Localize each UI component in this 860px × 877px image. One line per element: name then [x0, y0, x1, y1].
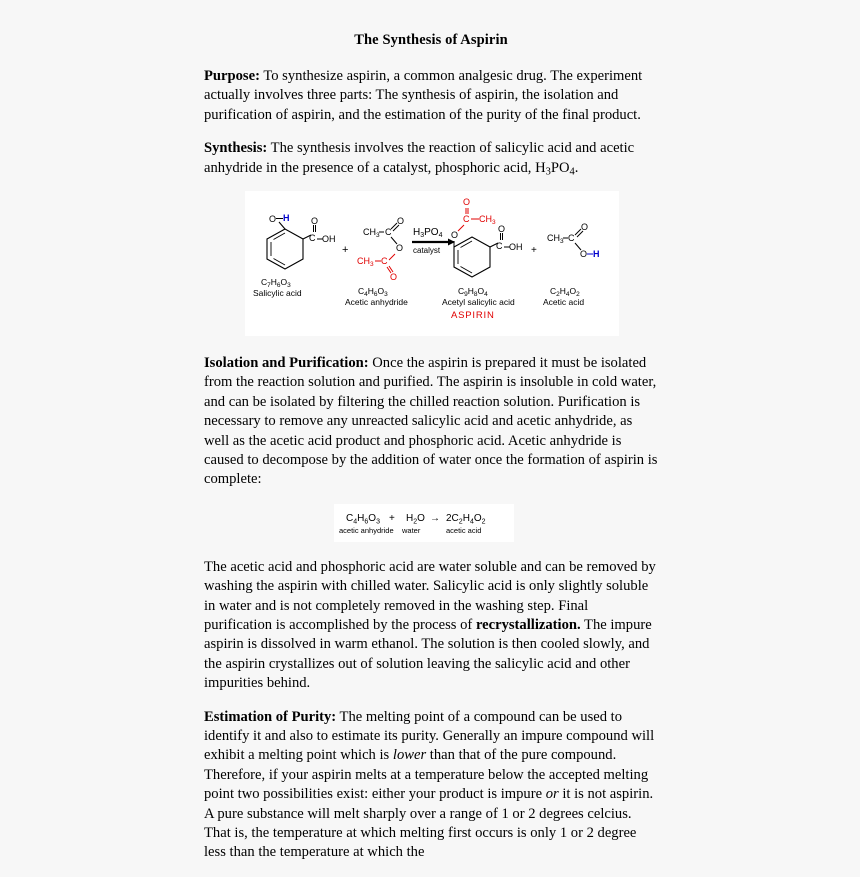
synthesis-lead-label: Synthesis:	[204, 140, 268, 157]
purpose-body-text: To synthesize aspirin, a common analgesic drug. The experiment actually involves three parts: The synthesis of aspirin, the isolation and purification of aspirin, and the estimation of the purity of the final product.	[204, 68, 643, 123]
decomposition-label-anhydride: acetic anhydride	[339, 525, 394, 535]
purity-italic-lower: lower	[392, 747, 427, 764]
salicylic-acid-structure	[253, 213, 336, 298]
acetic-acid-hydroxyl-oxygen: O	[580, 248, 588, 259]
aspirin-trade-name: ASPIRIN	[451, 309, 495, 321]
anhydride-oxygen-top: O	[397, 215, 405, 226]
salicylic-carboxyl-carbon: C	[309, 232, 316, 243]
reaction-scheme-figure	[245, 191, 619, 336]
catalyst-arrow	[412, 227, 455, 255]
acetic-anhydride-structure	[345, 216, 408, 307]
purity-text-part1: The melting point of a compound can be used to identify it and also to estimate its purity. Generally an impure compound will exhibit a melting point which is	[204, 708, 655, 764]
salicylic-formula: $C_7H_6O_3$	[261, 276, 291, 289]
acetyl-salicylic-acid-name: Acetyl salicylic acid	[442, 296, 515, 307]
synthesis-body-pre: The synthesis involves the reaction of salicylic acid and acetic anhydride in the presence of a catalyst, phosphoric acid, H	[204, 140, 635, 176]
recrystallization-text-part1: The acetic acid and phosphoric acid are water soluble and can be removed by washing the aspirin with chilled water. Salicylic acid is only slightly soluble in water and is not completely removed in the washing step. Final purification is accomplished by the process of	[204, 558, 656, 633]
salicylic-oh-hydrogen: H	[283, 212, 290, 223]
salicylic-acid-name: Salicylic acid	[253, 287, 302, 298]
anhydride-carbon-right: C	[381, 255, 388, 266]
purpose-lead-label: Purpose:	[204, 68, 260, 84]
aspirin-hydroxyl-group: OH	[509, 241, 523, 252]
decomposition-term-water: $H_2O$	[406, 512, 425, 526]
aspirin-oxygen-top: O	[463, 196, 471, 207]
synthesis-sub-4: 4	[569, 165, 575, 177]
anhydride-ch3-right: $CH_3$	[357, 255, 374, 268]
salicylic-carbonyl-oxygen: O	[311, 215, 319, 226]
decomposition-plus: +	[389, 512, 395, 524]
acetic-acid-formula: $C_2H_4O_2$	[550, 285, 580, 298]
salicylic-hydroxyl-group: OH	[322, 233, 336, 244]
purity-text-part3: it is not aspirin. A pure substance will melt sharply over a range of 1 or 2 degrees celcius. That is, the temperature at which melting first occurs is only 1 or 2 degree less than the temperature at which the	[204, 786, 654, 861]
decomposition-label-water: water	[402, 525, 421, 535]
aspirin-ester-oxygen: O	[451, 229, 459, 240]
isolation-body-text: Once the aspirin is prepared it must be isolated from the reaction solution and purified. The aspirin is insoluble in cold water, and can be isolated by filtering the chilled reaction solution. Purification is necessary to remove any unreacted salicylic acid and acetic anhydride, as well as the acetic acid product and phosphoric acid. Acetic anhydride is caused to decompose by the addition of water once the formation of aspirin is complete:	[204, 354, 658, 488]
salicylic-oh-oxygen: O	[269, 213, 277, 224]
acetic-anhydride-name: Acetic anhydride	[345, 296, 408, 307]
aspirin-carboxyl-carbon: C	[496, 240, 503, 251]
acetic-acid-ch3: $CH_3$	[547, 232, 564, 245]
paragraph-isolation	[204, 354, 658, 490]
purity-lead-label: Estimation of Purity:	[204, 708, 337, 725]
catalyst-formula-label: $H_3PO_4$	[413, 226, 443, 239]
paragraph-purpose	[204, 67, 658, 125]
aspirin-structure	[442, 197, 523, 321]
aspirin-carbonyl-oxygen: O	[498, 223, 506, 234]
anhydride-formula: $C_4H_6O_3$	[358, 285, 388, 298]
reaction-plus-2: +	[531, 244, 537, 256]
aspirin-formula: $C_9H_8O_4$	[458, 285, 488, 298]
reaction-scheme-svg	[245, 191, 619, 336]
paragraph-recrystallization	[204, 558, 658, 694]
aspirin-acetyl-carbon: C	[463, 213, 470, 224]
document-content	[204, 32, 658, 877]
acetic-acid-structure	[543, 222, 600, 307]
acetic-acid-oxygen-top: O	[581, 221, 589, 232]
anhydride-ch3-left: $CH_3$	[363, 226, 380, 239]
page-title: The Synthesis of Aspirin	[354, 32, 508, 48]
recrystallization-bold-term: recrystallization.	[475, 616, 581, 633]
aspirin-ch3: $CH_3$	[479, 213, 496, 226]
synthesis-body-mid: PO	[550, 159, 570, 176]
synthesis-sub-3: 3	[545, 165, 551, 177]
anhydride-oxygen-bottom: O	[390, 271, 398, 282]
acetic-acid-hydroxyl-hydrogen: H	[593, 248, 600, 259]
acetic-acid-carbon: C	[568, 232, 575, 243]
decomposition-term-acetic-acid: $2C_2H_4O_2$	[446, 512, 486, 526]
catalyst-word-label: catalyst	[413, 245, 441, 255]
decomposition-arrow: →	[430, 512, 440, 524]
decomposition-equation-figure	[334, 504, 514, 542]
decomposition-label-acetic-acid: acetic acid	[446, 525, 482, 535]
decomposition-equation-svg	[334, 504, 514, 542]
decomposition-term-anhydride: $C_4H_6O_3$	[346, 512, 380, 526]
paragraph-synthesis	[204, 139, 658, 179]
anhydride-carbon-left: C	[385, 226, 392, 237]
paragraph-estimation-of-purity	[204, 708, 658, 863]
purity-italic-or: or	[545, 786, 559, 803]
acetic-acid-name: Acetic acid	[543, 296, 585, 307]
isolation-lead-label: Isolation and Purification:	[204, 354, 369, 371]
purity-text-part2: than that of the pure compound. Therefore, if your aspirin melts at a temperature below the accepted melting point two possibilities exist: either your product is impure	[204, 747, 649, 803]
synthesis-body-post: .	[574, 159, 579, 176]
reaction-plus-1: +	[342, 243, 349, 256]
recrystallization-text-part2: The impure aspirin is dissolved in warm ethanol. The solution is then cooled slowly, and the aspirin crystallizes out of solution leaving the salicylic acid and other impurities behind.	[204, 616, 652, 692]
anhydride-oxygen-bridge: O	[396, 242, 404, 253]
